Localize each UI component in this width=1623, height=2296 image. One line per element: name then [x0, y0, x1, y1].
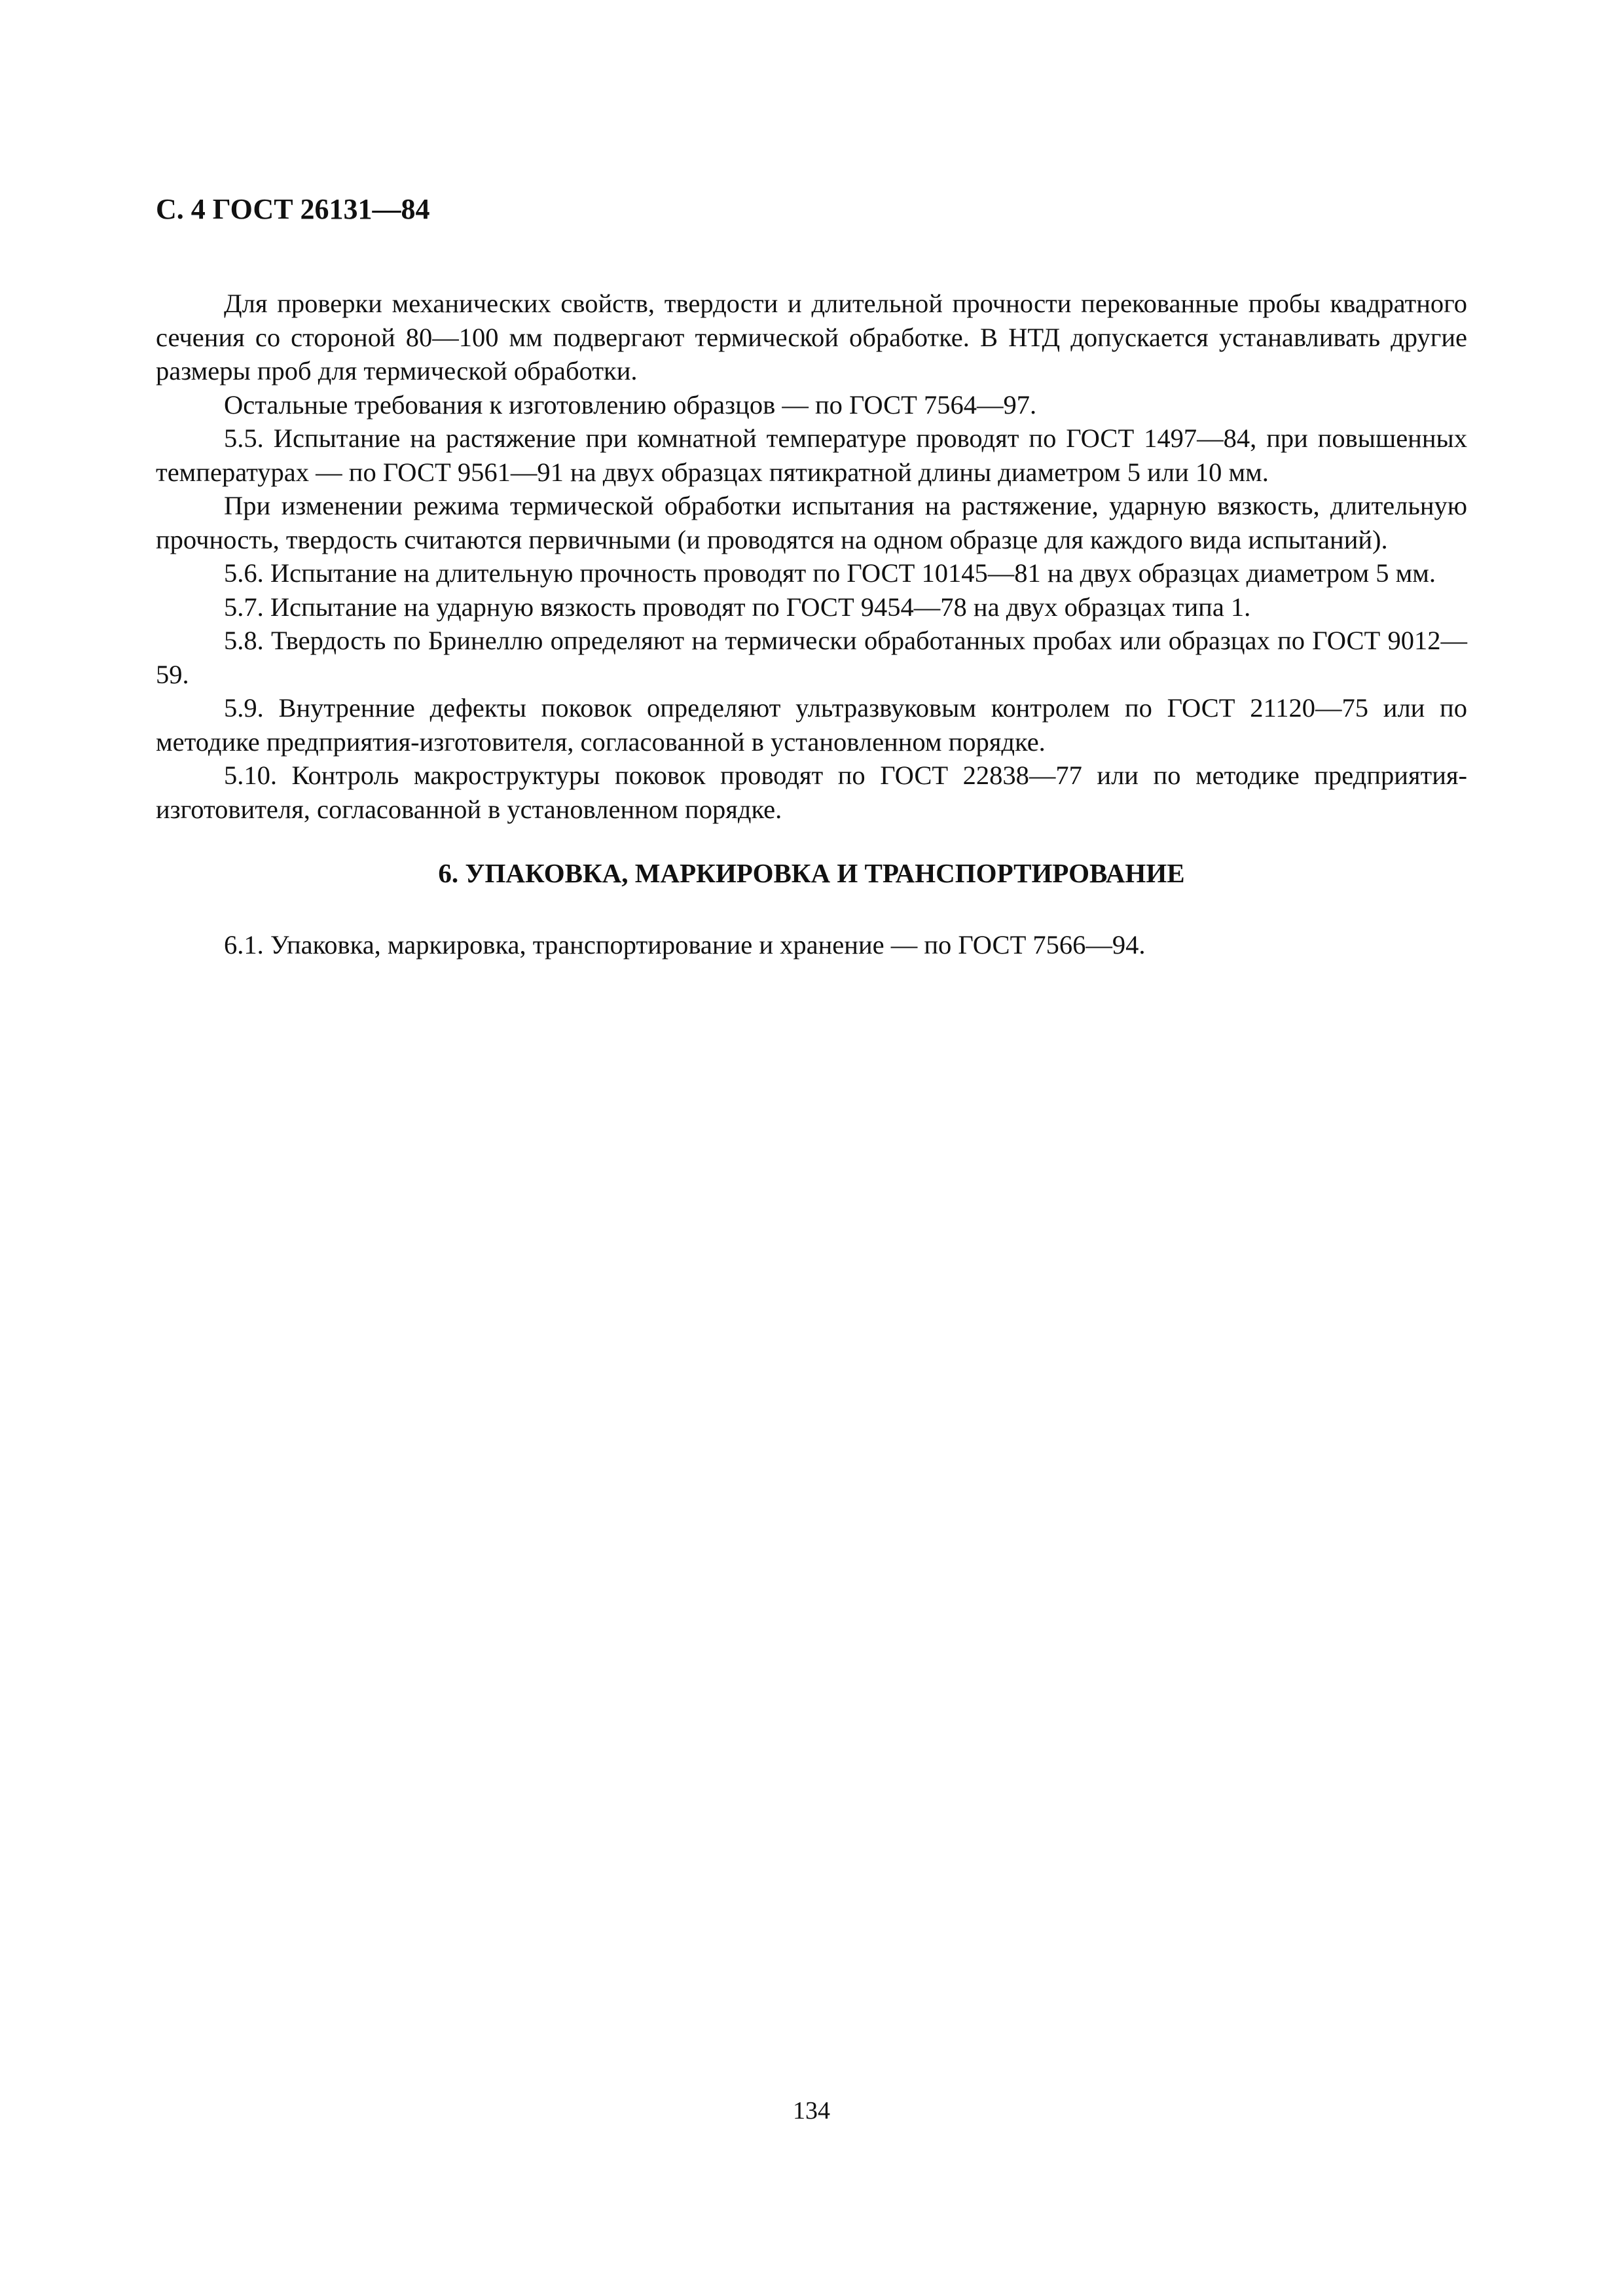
paragraph-5-9-internal-defects: 5.9. Внутренние дефекты поковок определяют ультразвуковым контролем по ГОСТ 21120—75 или по методике предприятия-изготовителя, согласованной в установленном порядке.	[156, 693, 1467, 757]
paragraph-sample-heat-treatment: Для проверки механических свойств, твердости и длительной прочности перекованные пробы квадратного сечения со стороной 80—100 мм подвергают термической обработке. В НТД допускается устанавливать другие размеры проб для термической обработки.	[156, 289, 1467, 386]
page-number: 134	[793, 2097, 830, 2125]
paragraph-heat-treatment-change: При изменении режима термической обработки испытания на растяжение, ударную вязкость, длительную прочность, твердость считаются первичными (и проводятся на одном образце для каждого вида испытаний).	[156, 491, 1467, 554]
paragraphs-after-section	[156, 928, 1467, 962]
document-page	[156, 191, 1467, 962]
section-title: 6. УПАКОВКА, МАРКИРОВКА И ТРАНСПОРТИРОВАНИЕ	[438, 858, 1185, 888]
paragraph-5-8-brinell-hardness: 5.8. Твердость по Бринеллю определяют на термически обработанных пробах или образцах по ГОСТ 9012—59.	[156, 626, 1467, 689]
paragraph-5-7-impact-test: 5.7. Испытание на ударную вязкость проводят по ГОСТ 9454—78 на двух образцах типа 1.	[224, 592, 1251, 622]
paragraph-5-5-tensile-test: 5.5. Испытание на растяжение при комнатной температуре проводят по ГОСТ 1497—84, при повышенных температурах — по ГОСТ 9561—91 на двух образцах пятикратной длины диаметром 5 или 10 мм.	[156, 423, 1467, 487]
paragraph-5-10-macrostructure: 5.10. Контроль макроструктуры поковок проводят по ГОСТ 22838—77 или по методике предприятия-изготовителя, согласованной в установленном порядке.	[156, 761, 1467, 824]
paragraph-6-1-packaging: 6.1. Упаковка, маркировка, транспортирование и хранение — по ГОСТ 7566—94.	[224, 930, 1146, 960]
running-head: С. 4 ГОСТ 26131—84	[156, 193, 430, 225]
paragraphs-before-section	[156, 287, 1467, 826]
paragraph-5-6-creep-test: 5.6. Испытание на длительную прочность проводят по ГОСТ 10145—81 на двух образцах диаметром 5 мм.	[224, 558, 1436, 588]
paragraph-sample-requirements: Остальные требования к изготовлению образцов — по ГОСТ 7564—97.	[224, 389, 1037, 420]
